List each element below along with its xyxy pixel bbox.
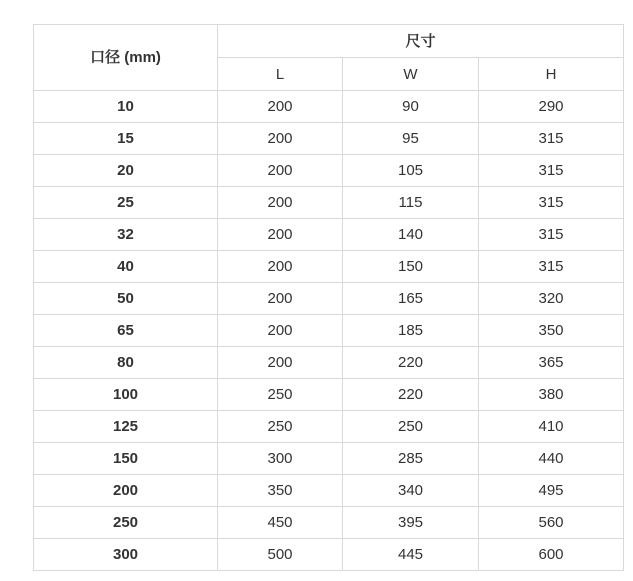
header-row-top	[34, 25, 624, 58]
width-header-cell: W	[343, 58, 479, 91]
length-cell: 200	[218, 283, 343, 315]
length-cell: 200	[218, 251, 343, 283]
height-cell: 380	[479, 379, 624, 411]
caliber-cell: 15	[34, 123, 218, 155]
width-cell: 165	[343, 283, 479, 315]
caliber-cell: 10	[34, 91, 218, 123]
table-row	[34, 507, 624, 539]
width-cell: 340	[343, 475, 479, 507]
table-row	[34, 475, 624, 507]
length-cell: 200	[218, 187, 343, 219]
caliber-cell: 80	[34, 347, 218, 379]
height-cell: 315	[479, 123, 624, 155]
width-cell: 220	[343, 347, 479, 379]
height-cell: 410	[479, 411, 624, 443]
width-cell: 95	[343, 123, 479, 155]
width-cell: 185	[343, 315, 479, 347]
length-cell: 200	[218, 315, 343, 347]
width-cell: 150	[343, 251, 479, 283]
height-cell: 315	[479, 155, 624, 187]
height-cell: 315	[479, 219, 624, 251]
width-cell: 220	[343, 379, 479, 411]
height-header-cell: H	[479, 58, 624, 91]
table-row	[34, 251, 624, 283]
table-row	[34, 155, 624, 187]
size-group-header-cell: 尺寸	[218, 25, 624, 58]
caliber-cell: 65	[34, 315, 218, 347]
width-cell: 115	[343, 187, 479, 219]
length-cell: 200	[218, 219, 343, 251]
caliber-cell: 300	[34, 539, 218, 571]
table-row	[34, 123, 624, 155]
height-cell: 560	[479, 507, 624, 539]
width-cell: 250	[343, 411, 479, 443]
dimension-spec-table	[33, 24, 624, 571]
caliber-cell: 50	[34, 283, 218, 315]
length-cell: 450	[218, 507, 343, 539]
table-header	[34, 25, 624, 91]
length-cell: 200	[218, 155, 343, 187]
width-cell: 105	[343, 155, 479, 187]
width-cell: 285	[343, 443, 479, 475]
width-cell: 140	[343, 219, 479, 251]
length-cell: 200	[218, 91, 343, 123]
caliber-cell: 25	[34, 187, 218, 219]
caliber-header-cell: 口径 (mm)	[34, 25, 218, 91]
height-cell: 290	[479, 91, 624, 123]
table-row	[34, 347, 624, 379]
width-cell: 395	[343, 507, 479, 539]
table-row	[34, 315, 624, 347]
caliber-cell: 100	[34, 379, 218, 411]
length-cell: 200	[218, 123, 343, 155]
caliber-cell: 200	[34, 475, 218, 507]
caliber-cell: 125	[34, 411, 218, 443]
length-cell: 500	[218, 539, 343, 571]
caliber-cell: 250	[34, 507, 218, 539]
height-cell: 320	[479, 283, 624, 315]
table-row	[34, 283, 624, 315]
height-cell: 315	[479, 187, 624, 219]
length-header-cell: L	[218, 58, 343, 91]
caliber-cell: 20	[34, 155, 218, 187]
width-cell: 445	[343, 539, 479, 571]
table-row	[34, 91, 624, 123]
table-row	[34, 219, 624, 251]
caliber-cell: 150	[34, 443, 218, 475]
height-cell: 350	[479, 315, 624, 347]
height-cell: 495	[479, 475, 624, 507]
height-cell: 440	[479, 443, 624, 475]
height-cell: 600	[479, 539, 624, 571]
height-cell: 365	[479, 347, 624, 379]
table-row	[34, 187, 624, 219]
table-body	[34, 91, 624, 571]
table-row	[34, 379, 624, 411]
length-cell: 200	[218, 347, 343, 379]
table-row	[34, 443, 624, 475]
caliber-cell: 40	[34, 251, 218, 283]
width-cell: 90	[343, 91, 479, 123]
length-cell: 250	[218, 379, 343, 411]
length-cell: 250	[218, 411, 343, 443]
table-row	[34, 539, 624, 571]
caliber-cell: 32	[34, 219, 218, 251]
length-cell: 350	[218, 475, 343, 507]
height-cell: 315	[479, 251, 624, 283]
table-row	[34, 411, 624, 443]
length-cell: 300	[218, 443, 343, 475]
